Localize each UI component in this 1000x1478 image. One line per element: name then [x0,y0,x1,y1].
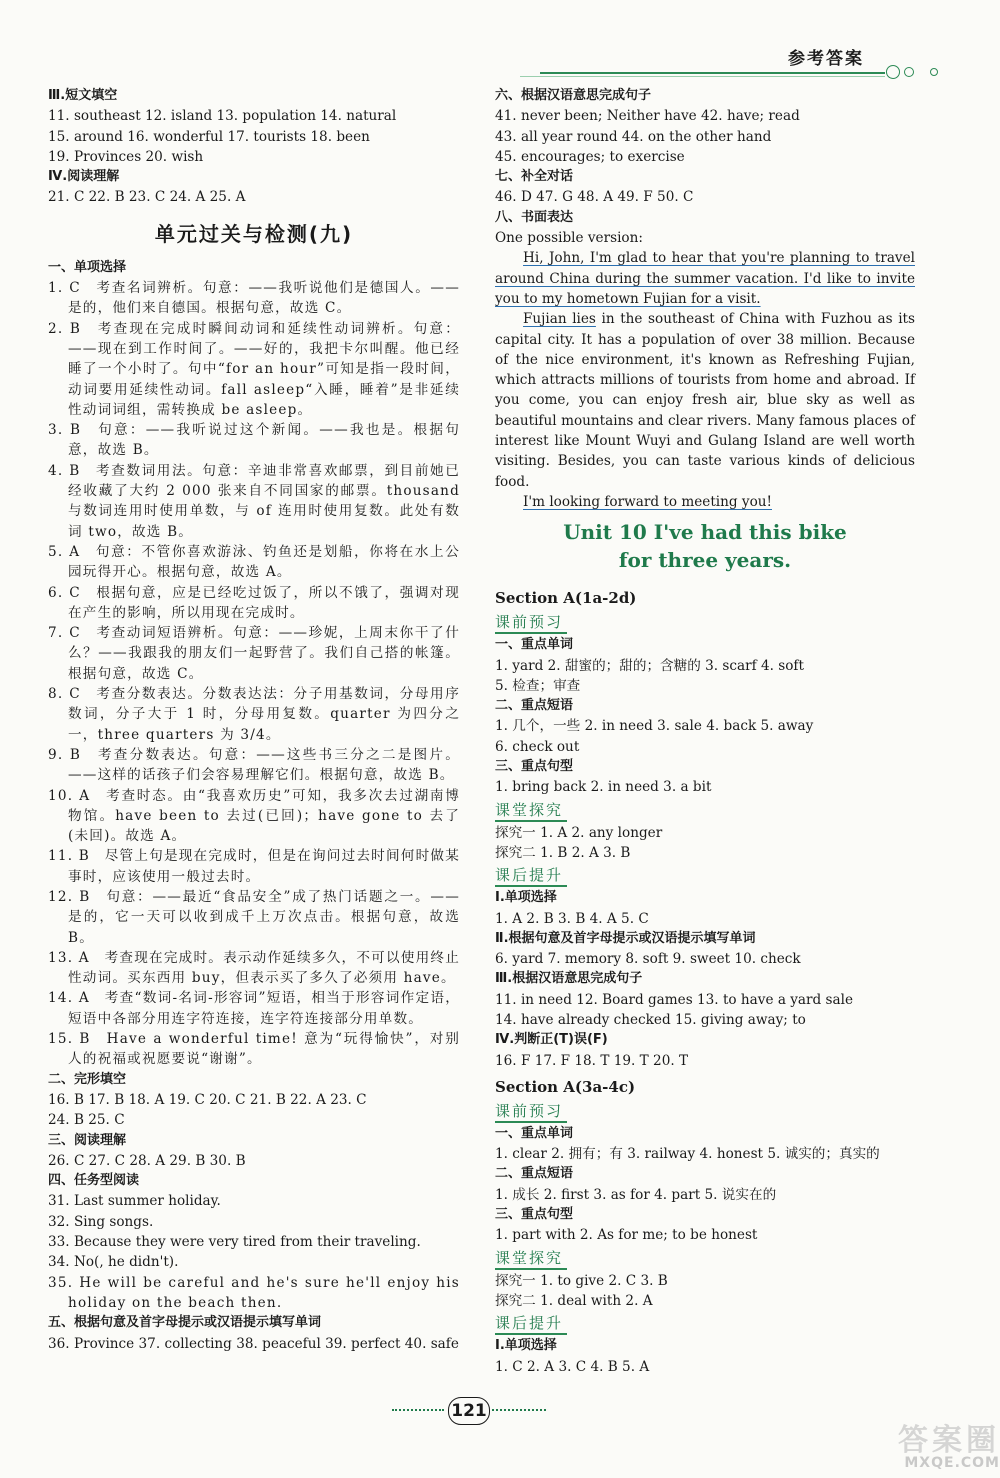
section-heading: 二、重点短语 [495,1166,574,1182]
answer-line: 1. bring back 2. in need 3. a bit [495,779,712,796]
section-heading: 八、书面表达 [495,209,574,225]
answer-explanation: 7. C 考查动词短语辨析。句意：——珍妮，上周末你干了什么？——我跟我的朋友们一起野营了。我们自己搭的帐篷。根据句意，故选 C。 [48,625,460,682]
answer-line: 1. clear 2. 拥有；有 3. railway 4. honest 5. 诚实的；真实的 [495,1146,880,1163]
answer-line: 1. part with 2. As for me; to be honest [495,1227,758,1244]
essay-paragraph-1 [495,248,915,309]
answer-explanation: 3. B 句意：——我听说过这个新闻。——我也是。根据句意，故选 B。 [48,422,460,459]
left-column [48,86,460,1354]
answer-line: 21. C 22. B 23. C 24. A 25. A [48,189,246,206]
answer-line: 探究一 1. A 2. any longer [495,824,663,841]
answer-line: 43. all year round 44. on the other hand [495,128,772,145]
answer-line: 11. southeast 12. island 13. population 14. natural [48,108,397,125]
section-tag: 课堂探究 [495,1248,567,1270]
answer-line: 16. B 17. B 18. A 19. C 20. C 21. B 22. A 23. C [48,1091,367,1108]
footer-dots [392,1409,444,1411]
answer-line: 探究一 1. to give 2. C 3. B [495,1272,668,1289]
answer-line: 6. yard 7. memory 8. soft 9. sweet 10. check [495,951,801,968]
answer-line: 探究二 1. deal with 2. A [495,1292,653,1309]
section-heading: 一、重点单词 [495,637,574,653]
section-heading: Ⅱ.根据句意及首字母提示或汉语提示填写单词 [495,930,756,946]
unit-test-title: 单元过关与检测(九) [154,221,354,246]
section-tag: 课前预习 [495,612,567,634]
answer-line: 36. Province 37. collecting 38. peaceful 39. perfect 40. safe [48,1335,459,1352]
header-circle-icon [904,67,914,77]
section-heading: 二、完形填空 [48,1071,127,1087]
answer-explanation: 35. He will be careful and he's sure he'll enjoy his holiday on the beach then. [48,1274,460,1311]
answer-line: 11. in need 12. Board games 13. to have a yard sale [495,991,854,1008]
answer-explanation: 12. B 句意：——最近“食品安全”成了热门话题之一。——是的，它一天可以收到成千上万次点击。根据句意，故选 B。 [48,888,460,946]
section-heading: Ⅰ.单项选择 [495,890,557,906]
answer-line: 34. No(, he didn't). [48,1254,179,1271]
section-title: Section A(1a-2d) [495,589,637,608]
answer-explanation: 13. A 考查现在完成时。表示动作延续多久，不可以使用终止性动词。买东西用 buy，但表示买了多久了必须用 have。 [48,949,460,987]
header-circle-icon [886,65,900,79]
answer-line: 45. encourages; to exercise [495,148,685,165]
section-tag-row [495,610,915,635]
section-heading: Ⅰ.单项选择 [495,1338,557,1354]
unit-title-line-2: for three years. [618,548,792,573]
right-top-section [495,86,915,248]
left-top-section [48,86,460,208]
answer-line: 16. F 17. F 18. T 19. T 20. T [495,1052,689,1069]
right-column [495,86,915,1377]
section-heading: 四、任务型阅读 [48,1173,140,1189]
section-heading: 五、根据句意及首字母提示或汉语提示填写单词 [48,1315,322,1331]
essay-text: Hi, John, I'm glad to hear that you're planning to travel around China during the summer vacation. I'd like to invite you to my hometown Fujian for a visit. [495,250,915,307]
section-heading: 六、根据汉语意思完成句子 [495,88,652,103]
answer-line: 1. 几个，一些 2. in need 3. sale 4. back 5. away [495,718,814,735]
answer-line: 5. 检查；审查 [495,677,581,694]
answer-line: 14. have already checked 15. giving away; to [495,1011,806,1028]
answer-line: One possible version: [495,230,643,247]
section-heading: 三、阅读理解 [48,1132,127,1148]
answer-explanation: 15. B Have a wonderful time! 意为“玩得愉快”，对别人的祝福或祝愿要说“谢谢”。 [48,1031,460,1068]
answer-explanation: 11. B 尽管上句是现在完成时，但是在询问过去时间何时做某事时，应该使用一般过去时。 [48,848,460,885]
section-heading: Ⅳ.阅读理解 [48,169,120,185]
unit-title-line-1: Unit 10 I've had this bike [563,520,847,545]
essay-paragraph-2 [495,309,915,492]
section-heading: 七、补全对话 [495,169,574,185]
answer-explanation: 14. A 考查“数词-名词-形容词”短语，相当于形容词作定语，短语中各部分用连字符连接，连字符连接部分用单数。 [48,990,460,1027]
section-tag-row [495,1099,915,1124]
answer-line: 1. 成长 2. first 3. as for 4. part 5. 说实在的 [495,1186,777,1203]
answer-explanation: 10. A 考查时态。由“我喜欢历史”可知，我多次去过湖南博物馆。have been to 去过(已回)；have gone to 去了(未回)。故选 A。 [48,787,460,845]
answer-explanation: 4. B 考查数词用法。句意：辛迪非常喜欢邮票，到目前她已经收藏了大约 2 000 张来自不同国家的邮票。thousand 与数词连用时使用单数，与 of 连用时使用复数。此处有数词 two，故选 B。 [48,462,460,540]
answer-line: 1. A 2. B 3. B 4. A 5. C [495,910,649,927]
answer-line: 19. Provinces 20. wish [48,148,204,165]
answer-explanation: 2. B 考查现在完成时瞬间动词和延续性动词辨析。句意：——现在到工作时间了。——好的，我把卡尔叫醒。他已经睡了一个小时了。句中“for an hour”可知是指一段时间，动词要用延续性动词。fall asleep“入睡，睡着”是非延续性动词词组，需转换成 be asleep。 [48,320,460,418]
section-title: Section A(3a-4c) [495,1077,636,1096]
watermark-url: MXQE.COM [904,1455,1000,1471]
essay-paragraph-3 [495,492,915,512]
answer-line: 33. Because they were very tired from their traveling. [48,1234,421,1251]
section-heading: 二、重点短语 [495,698,574,714]
essay-text: in the southeast of China with Fuzhou as its capital city. It has a population of over 38 million. Because of the nice environment, it's known as Refreshing Fujian, which attracts millions of tourists from home and abroad. If you come, you can enjoy fresh air, blue sky as well as beautiful mountains and clear rivers. Many famous places of interest like Mount Wuyi and Gulang Island are well worth visiting. Besides, you can taste various kinds of delicious food. [495,311,915,490]
section-tag-row [495,863,915,888]
answer-line: 26. C 27. C 28. A 29. B 30. B [48,1152,246,1169]
answer-explanation: 8. C 考查分数表达。分数表达法：分子用基数词，分母用序数词，分子大于 1 时，分母用复数。quarter 为四分之一，three quarters 为 3/4。 [48,686,460,743]
section-heading: Ⅲ.短文填空 [48,88,118,103]
section-tag-row [495,1311,915,1336]
answer-line: 24. B 25. C [48,1112,125,1129]
page-number: 121 [448,1397,490,1425]
section-heading: 一、单项选择 [48,259,127,275]
answer-line: 41. never been; Neither have 42. have; read [495,108,800,125]
unit-test-answers [48,258,460,1354]
header-rule [540,72,885,74]
section-heading: 三、重点句型 [495,1207,574,1223]
answer-line: 32. Sing songs. [48,1213,154,1230]
section-tag: 课后提升 [495,865,567,887]
footer-dots [492,1409,546,1411]
answer-explanation: 1. C 考查名词辨析。句意：——我听说他们是德国人。——是的，他们来自德国。根据句意，故选 C。 [48,280,460,317]
section-1-answers [495,610,915,1071]
header-circle-icon [930,68,938,76]
page-header-title: 参考答案 [788,49,864,69]
section-tag-row [495,1246,915,1271]
answer-explanation: 5. A 句意：不管你喜欢游泳、钓鱼还是划船，你将在水上公园玩得开心。根据句意，故选 A。 [48,543,460,581]
section-tag: 课后提升 [495,1313,567,1335]
answer-line: 1. yard 2. 甜蜜的；甜的；含糖的 3. scarf 4. soft [495,657,804,674]
essay-text: Fujian lies [523,311,596,328]
section-heading: Ⅳ.判断正(T)误(F) [495,1032,608,1048]
essay-text: I'm looking forward to meeting you! [523,493,772,510]
answer-line: 1. C 2. A 3. C 4. B 5. A [495,1358,650,1375]
header-rule-thin [520,76,885,77]
section-tag: 课前预习 [495,1101,567,1123]
answer-line: 46. D 47. G 48. A 49. F 50. C [495,189,694,206]
section-tag: 课堂探究 [495,800,567,822]
watermark-logo [800,1415,1000,1475]
section-heading: Ⅲ.根据汉语意思完成句子 [495,971,643,987]
section-heading: 一、重点单词 [495,1125,574,1141]
answer-line: 15. around 16. wonderful 17. tourists 18. been [48,128,370,145]
answer-explanation: 6. C 根据句意，应是已经吃过饭了，所以不饿了，强调对现在产生的影响，所以用现在完成时。 [48,584,460,621]
answer-explanation: 9. B 考查分数表达。句意：——这些书三分之二是图片。——这样的话孩子们会容易理解它们。根据句意，故选 B。 [48,746,460,784]
answer-line: 6. check out [495,738,580,755]
answer-line: 31. Last summer holiday. [48,1193,221,1210]
section-tag-row [495,798,915,823]
section-2-answers [495,1099,915,1377]
watermark-text: 答案圈 [898,1423,1000,1458]
answer-line: 探究二 1. B 2. A 3. B [495,844,631,861]
section-heading: 三、重点句型 [495,759,574,775]
